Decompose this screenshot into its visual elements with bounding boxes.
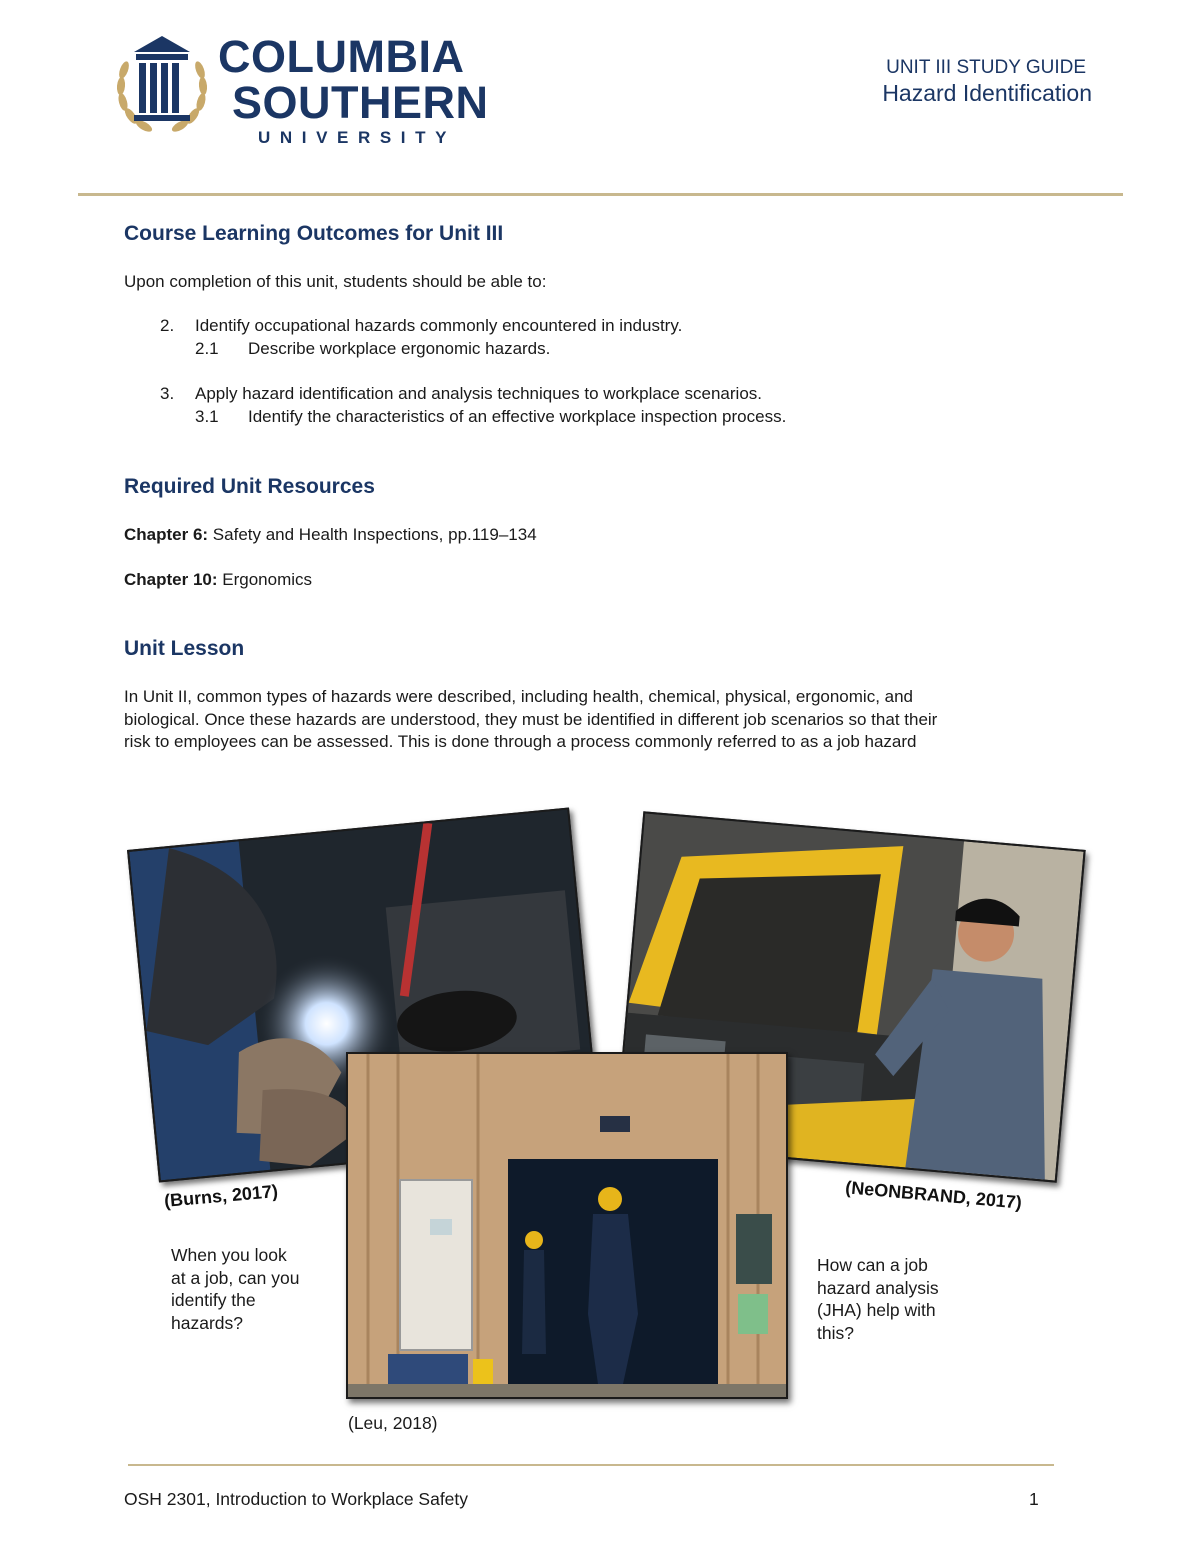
photo-caption-neonbrand: (NeONBRAND, 2017)	[844, 1177, 1023, 1213]
outcome-text: Identify occupational hazards commonly encountered in industry.	[195, 316, 683, 335]
photo-caption-burns: (Burns, 2017)	[163, 1181, 279, 1211]
lesson-heading: Unit Lesson	[124, 637, 245, 660]
question-right	[817, 1254, 939, 1344]
outcome-number: 3.	[160, 384, 175, 403]
question-line: this?	[817, 1322, 854, 1343]
logo-text-southern: SOUTHERN	[232, 77, 489, 128]
footer-divider	[128, 1464, 1054, 1466]
question-line: How can a job	[817, 1255, 928, 1275]
resource-text: Ergonomics	[217, 570, 313, 589]
resource-text: Safety and Health Inspections, pp.119–134	[208, 525, 537, 544]
resource-label: Chapter 10:	[124, 570, 218, 589]
outcomes-intro: Upon completion of this unit, students should be able to:	[124, 272, 547, 291]
logo-text-columbia: COLUMBIA	[218, 31, 465, 82]
sub-outcome-number: 2.1	[195, 339, 219, 358]
sub-outcome-number: 3.1	[195, 407, 219, 426]
study-guide-label: UNIT III STUDY GUIDE	[886, 57, 1086, 78]
resources-heading: Required Unit Resources	[124, 475, 375, 498]
lesson-line: In Unit II, common types of hazards were described, including health, chemical, physical, ergonomic, and	[124, 687, 914, 706]
resource-item	[124, 524, 537, 547]
outcome-text: Apply hazard identification and analysis techniques to workplace scenarios.	[195, 384, 762, 403]
question-line: When you look	[171, 1245, 287, 1265]
header-divider	[78, 193, 1123, 196]
lesson-line: biological. Once these hazards are understood, they must be identified in different job scenarios so that their	[124, 709, 938, 729]
outcome-number: 2.	[160, 316, 175, 335]
laurel-column-emblem-icon	[112, 30, 222, 140]
logo-text-university: UNIVERSITY	[258, 128, 457, 147]
outcomes-heading: Course Learning Outcomes for Unit III	[124, 222, 504, 245]
lesson-line: risk to employees can be assessed. This is done through a process commonly referred to as a job hazard	[124, 732, 917, 751]
question-left	[171, 1244, 299, 1334]
sub-outcome-text: Describe workplace ergonomic hazards.	[248, 339, 551, 358]
lesson-paragraph	[124, 686, 937, 754]
question-line: at a job, can you	[171, 1267, 300, 1288]
sub-outcome-text: Identify the characteristics of an effective workplace inspection process.	[248, 407, 787, 426]
resource-item	[124, 569, 312, 592]
page-number: 1	[1029, 1489, 1039, 1509]
question-line: (JHA) help with	[817, 1300, 936, 1320]
question-line: hazard analysis	[817, 1277, 939, 1298]
footer-course: OSH 2301, Introduction to Workplace Safety	[124, 1489, 469, 1509]
photo-caption-leu: (Leu, 2018)	[348, 1413, 438, 1433]
workers-doorway-photo	[346, 1052, 788, 1399]
resource-label: Chapter 6:	[124, 525, 209, 544]
question-line: hazards?	[171, 1312, 243, 1333]
question-line: identify the	[171, 1290, 256, 1310]
study-guide-title: Hazard Identification	[882, 80, 1092, 106]
